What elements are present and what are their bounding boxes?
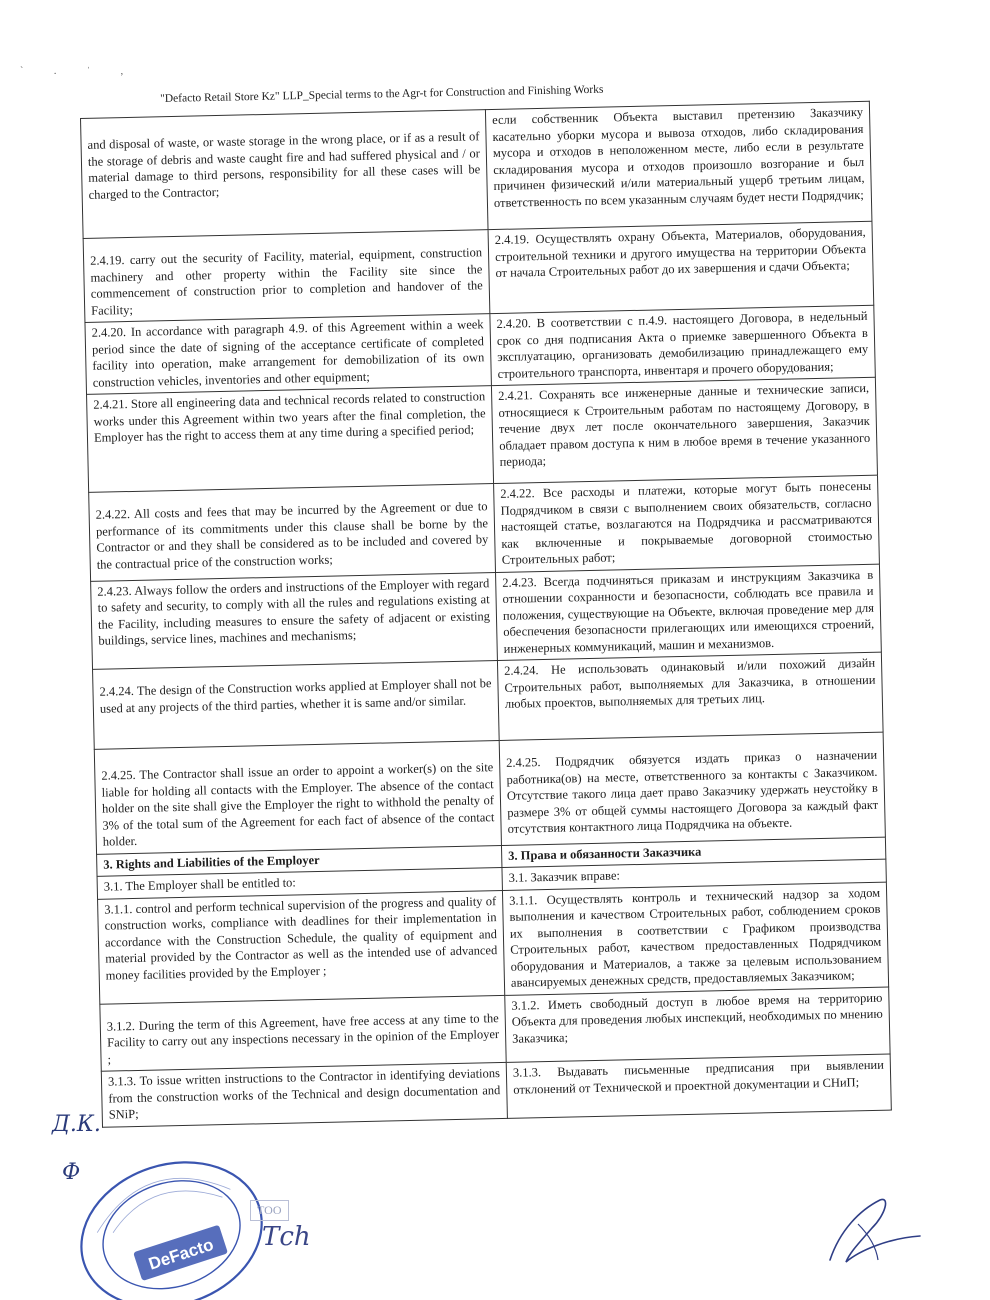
table-row (81, 101, 872, 238)
russian-cell: 3.1.2. Иметь свободный доступ в любое время на территорию Объекта для проведения любых инспекций, необходимых по мнению Заказчика; (505, 987, 890, 1063)
english-cell: 2.4.20. In accordance with paragraph 4.9. of this Agreement within a week period since the date of signing of the acceptance certificate of completed facility into operation, make arrangement for demobilization of its own construction vehicles, inventories and other equipment; (85, 314, 491, 395)
handwritten-initials: Д.К. (52, 1112, 101, 1137)
handwritten-signature-left: Тch (262, 1222, 311, 1252)
russian-cell: 2.4.22. Все расходы и платежи, которые могут быть понесены Подрядчиком в связи с выполнением своих обязательств, согласно настоящей статье, возлагаются на Подрядчика и рассматриваются как включенные и покрываемые договорной стоимостью Строительных работ; (494, 475, 880, 572)
stamp-box-text: ТОО (250, 1200, 289, 1221)
table-row (87, 377, 878, 492)
russian-cell: 3.1.1. Осуществлять контроль и технический надзор за ходом выполнения и качеством Строительных работ, соблюдением сроков их выполнения в соответствии с Графиком производства Строительных работ, качеством предоставленных Подрядчиком оборудования и Материалов, а также за целевым использованием авансируемых денежных средств, предоставляемых Заказчиком; (502, 882, 888, 995)
table-row (89, 475, 880, 581)
table-row (94, 732, 885, 854)
russian-cell: 2.4.21. Сохранять все инженерные данные и технические записи, относящиеся к Строительным работам по настоящему Договору, в течение двух лет после окончательного завершения, Заказчик обладает правом доступа к ним в любое время в течение указанного периода; (491, 377, 877, 483)
handwritten-signature-right (820, 1190, 930, 1270)
russian-cell: 2.4.25. Подрядчик обязуется издать приказ о назначении работника(ов) на месте, ответственного за контакты с Заказчиком. Отсутствие такого лица дает право Заказчику удержать неустойку в размере 3% от общей суммы настоящего Договора за каждый факт отсутствия контактного лица Подрядчика на объекте. (499, 732, 885, 845)
english-cell: 2.4.25. The Contractor shall issue an order to appoint a worker(s) on the site liable for holding all contacts with the Employer. The absence of the contact holder on the site shall give the Employer the right to withhold the penalty of 3% of the total sum of the Agreement for each fact of absence of the contact holder. (94, 741, 501, 854)
english-cell: 2.4.24. The design of the Construction works applied at Employer shall not be used at any projects of the third parties, whether it is same and/or similar. (93, 661, 500, 750)
english-cell: 3.1. The Employer shall be entitled to: (97, 867, 502, 898)
section-heading-russian: 3. Права и обязанности Заказчика (501, 837, 885, 868)
english-cell: 2.4.21. Store all engineering data and technical records related to construction works under this Agreement within two years after the final completion, the Employer has the right to access them at any time during a specified period; (87, 386, 494, 493)
handwritten-mark: Ф (62, 1160, 81, 1185)
table-row (91, 564, 882, 670)
scan-specks: ` . ˈ , (20, 66, 138, 77)
english-cell: 2.4.19. carry out the security of Facility, material, equipment, construction machinery and other property within the Facility site since the commencement of construction prior to completion and handover of the Facility; (83, 230, 490, 323)
bilingual-terms-table (80, 101, 892, 1127)
english-cell: 3.1.1. control and perform technical supervision of the progress and quality of construction works, compliance with deadlines for their implementation in accordance with the Construction Schedule, the quality of equipment and material provided by the Contractor as well as the intended use of advanced money facilities provided by the Employer ; (98, 890, 505, 1004)
running-header: "Defacto Retail Store Kz" LLP_Special terms to the Agr-t for Construction and Finishing Works (160, 83, 604, 105)
russian-cell: 3.1.3. Выдавать письменные предписания при выявлении отклонений от Технической и проектной документации и СНиП; (506, 1054, 891, 1118)
russian-cell: если собственник Объекта выставил претензию Заказчику касательно уборки мусора и вывоза отходов, либо складирования мусора и отходов в неположенном месте, либо если в результате складирования мусора и отходов произошло возгорание и был причинен физический и/или материальный ущерб третьим лицам, ответственность по всем указанным случаям будет нести Подрядчик; (485, 101, 872, 229)
stamp-logo-text: DeFacto (146, 1234, 216, 1274)
russian-cell: 2.4.23. Всегда подчиняться приказам и инструкциям Заказчика в отношении сохранности и безопасности, соблюдать все правила и положения, существующие на Объекте, включая проведение мер для обеспечения безопасности прилегающих или имеющихся строений, инженерных коммуникаций, машин и механизмов. (496, 564, 882, 661)
russian-cell: 2.4.24. Не использовать одинаковый и/или похожий дизайн Строительных работ, выполняемых для Заказчика, в отношении любых проектов, выполняемых для третьих лиц. (497, 652, 883, 740)
bilingual-terms-table-wrapper (80, 101, 892, 1127)
russian-cell: 3.1. Заказчик вправе: (502, 859, 886, 890)
table-row (98, 882, 889, 1004)
company-stamp (70, 1150, 270, 1300)
russian-cell: 2.4.19. Осуществлять охрану Объекта, Материалов, оборудования, строительной техники и другого имущества на территории Объекта от начала Строительных работ до их завершения и сдачи Объекта; (488, 221, 874, 313)
section-heading-english: 3. Rights and Liabilities of the Employer (97, 845, 502, 876)
english-cell: and disposal of waste, or waste storage in the wrong place, or if as a result of the storage of debris and waste caught fire and had suffered physical and / or material damage to third persons, responsibility for all these cases will be charged to the Contractor; (81, 110, 489, 239)
english-cell: 2.4.22. All costs and fees that may be incurred by the Agreement or due to performance of its commitments under this clause shall be borne by the Contractor or and they shall be considered as to be included and covered by the contractual price of the construction works; (89, 484, 496, 581)
english-cell: 3.1.2. During the term of this Agreement, have free access at any time to the Facility to carry out any inspections necessary in the opinion of the Employer ; (100, 995, 506, 1071)
english-cell: 3.1.3. To issue written instructions to the Contractor in identifying deviations from the construction works of the Technical and design documentation and SNiP; (101, 1062, 507, 1126)
english-cell: 2.4.23. Always follow the orders and instructions of the Employer with regard to safety and security, to comply with all the rules and regulations existing at the Facility, including measures to ensure the safety of adjacent or existing buildings, service lines, machines and mechanisms; (91, 572, 498, 669)
russian-cell: 2.4.20. В соответствии с п.4.9. настоящего Договора, в недельный срок со дня подписания Акта о приемке завершенного Объекта в эксплуатацию, организовать демобилизацию принадлежащего ему строительного транспорта, инвентаря и прочего оборудования; (490, 305, 875, 385)
